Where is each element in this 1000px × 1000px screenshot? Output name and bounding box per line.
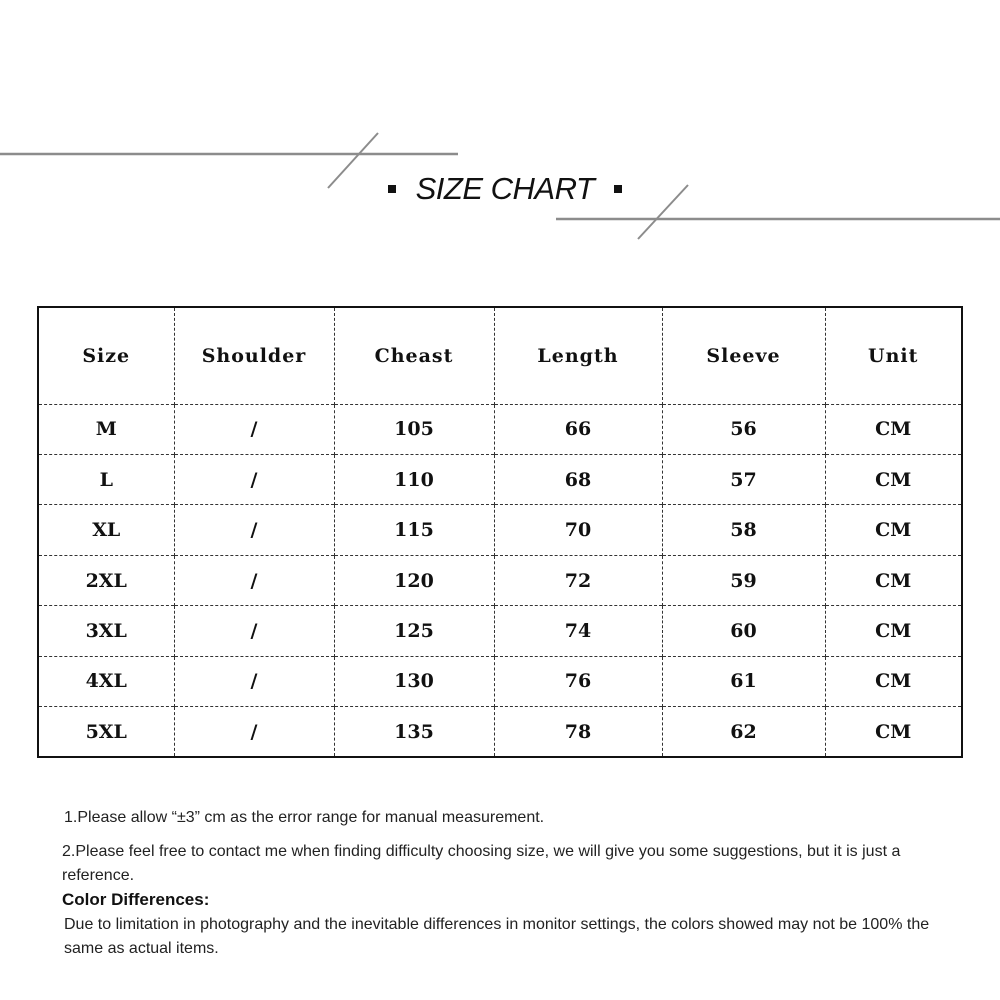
cell-sleeve: 61 <box>662 656 825 706</box>
cell-unit: CM <box>825 656 961 706</box>
cell-length: 74 <box>494 606 662 656</box>
cell-length: 66 <box>494 404 662 454</box>
cell-shoulder: / <box>174 555 334 605</box>
size-chart-heading <box>370 166 640 212</box>
page-title: SIZE CHART <box>415 171 595 206</box>
table-row <box>39 707 961 756</box>
cell-chest: 115 <box>334 505 494 555</box>
cell-chest: 130 <box>334 656 494 706</box>
cell-chest: 135 <box>334 707 494 756</box>
cell-unit: CM <box>825 454 961 504</box>
header-length: Length <box>494 308 662 404</box>
cell-size: XL <box>39 505 174 555</box>
cell-shoulder: / <box>174 454 334 504</box>
title-right-bullet <box>614 185 622 193</box>
cell-size: 2XL <box>39 555 174 605</box>
table-header-row <box>39 308 961 404</box>
right-slash <box>638 185 688 239</box>
cell-unit: CM <box>825 404 961 454</box>
cell-sleeve: 62 <box>662 707 825 756</box>
table-row <box>39 606 961 656</box>
header-unit: Unit <box>825 308 961 404</box>
measurement-note: 1.Please allow “±3” cm as the error range for manual measurement. <box>64 809 545 826</box>
cell-chest: 120 <box>334 555 494 605</box>
cell-sleeve: 60 <box>662 606 825 656</box>
cell-size: 4XL <box>39 656 174 706</box>
cell-size: M <box>39 404 174 454</box>
cell-length: 72 <box>494 555 662 605</box>
color-differences-text: Due to limitation in photography and the inevitable differences in monitor settings, the colors showed may not be 100% the same as actual items. <box>64 916 930 957</box>
title-left-bullet <box>388 185 396 193</box>
cell-length: 78 <box>494 707 662 756</box>
cell-size: 3XL <box>39 606 174 656</box>
table-row <box>39 454 961 504</box>
cell-sleeve: 58 <box>662 505 825 555</box>
cell-length: 70 <box>494 505 662 555</box>
header-size: Size <box>82 344 131 367</box>
cell-chest: 125 <box>334 606 494 656</box>
table-row <box>39 656 961 706</box>
cell-unit: CM <box>825 505 961 555</box>
cell-unit: CM <box>825 606 961 656</box>
cell-length: 68 <box>494 454 662 504</box>
cell-sleeve: 57 <box>662 454 825 504</box>
table-row <box>39 404 961 454</box>
table-row <box>39 555 961 605</box>
cell-sleeve: 59 <box>662 555 825 605</box>
cell-unit: CM <box>825 555 961 605</box>
cell-shoulder: / <box>174 404 334 454</box>
header-shoulder: Shoulder <box>174 308 334 404</box>
header-chest: Cheast <box>334 308 494 404</box>
cell-unit: CM <box>825 707 961 756</box>
notes-section <box>62 806 942 961</box>
size-table <box>39 308 961 756</box>
color-differences-heading: Color Differences: <box>62 890 210 909</box>
cell-length: 76 <box>494 656 662 706</box>
cell-chest: 105 <box>334 404 494 454</box>
cell-sleeve: 56 <box>662 404 825 454</box>
cell-size: 5XL <box>39 707 174 756</box>
cell-shoulder: / <box>174 606 334 656</box>
cell-shoulder: / <box>174 707 334 756</box>
cell-shoulder: / <box>174 656 334 706</box>
contact-note: 2.Please feel free to contact me when finding difficulty choosing size, we will give you some suggestions, but it is just a reference. <box>62 843 901 884</box>
header-sleeve: Sleeve <box>662 308 825 404</box>
cell-size: L <box>39 454 174 504</box>
cell-shoulder: / <box>174 505 334 555</box>
cell-chest: 110 <box>334 454 494 504</box>
size-table-container <box>37 306 963 758</box>
table-row <box>39 505 961 555</box>
